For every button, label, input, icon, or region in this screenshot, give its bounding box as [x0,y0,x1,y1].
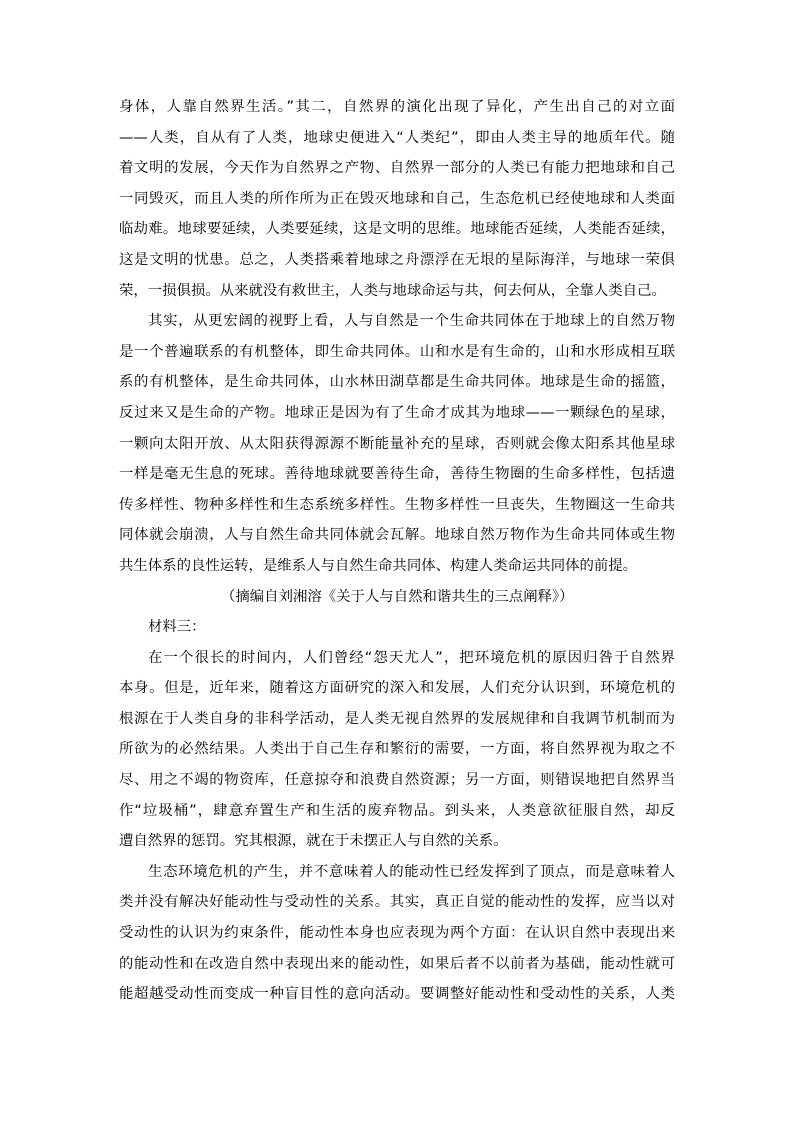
text-line: 能超越受动性而变成一种盲目性的意向活动。要调整好能动性和受动性的关系，人类 [119,986,675,1003]
text-line: 是一个普遍联系的有机整体，即生命共同体。山和水是有生命的，山和水形成相互联 [119,343,675,360]
text-line: 传多样性、物种多样性和生态系统多样性。生物多样性一旦丧失，生物圈这一生命共 [119,496,675,513]
text-line: 反过来又是生命的产物。地球正是因为有了生命才成其为地球——一颗绿色的星球， [119,404,675,421]
text-line: 尽、用之不竭的物资库，任意掠夺和浪费自然资源；另一方面，则错误地把自然界当 [119,772,675,789]
text-line: 根源在于人类自身的非科学活动，是人类无视自然界的发展规律和自我调节机制而为 [119,710,675,727]
text-line: 作“垃圾桶”，肆意弃置生产和生活的废弃物品。到头来，人类意欲征服自然，却反 [119,802,675,819]
text-line: 遭自然界的惩罚。究其根源，就在于未摆正人与自然的关系。 [119,833,508,850]
text-line: 着文明的发展，今天作为自然界之产物、自然界一部分的人类已有能力把地球和自己 [119,160,675,177]
text-line: 其实，从更宏阔的视野上看，人与自然是一个生命共同体在于地球上的自然万物 [148,313,675,330]
text-line: 身体，人靠自然界生活。”其二，自然界的演化出现了异化，产生出自己的对立面 [119,99,675,115]
text-line: ——人类，自从有了人类，地球史便进入“人类纪”，即由人类主导的地质年代。随 [119,129,675,146]
source-citation: （摘编自刘湘溶《关于人与自然和谐共生的三点阐释》） [221,588,574,605]
text-line: 同体就会崩溃，人与自然生命共同体就会瓦解。地球自然万物作为生命共同体或生物 [119,527,675,544]
text-line: 本身。但是，近年来，随着这方面研究的深入和发展，人们充分认识到，环境危机的 [119,680,675,697]
text-line: 一样是毫无生息的死球。善待地球就要善待生命，善待生物圈的生命多样性，包括遗 [119,466,675,483]
text-line: 一颗向太阳开放、从太阳获得源源不断能量补充的星球，否则就会像太阳系其他星球 [119,435,675,452]
text-line: 这是文明的忧患。总之，人类搭乘着地球之舟漂浮在无垠的星际海洋，与地球一荣俱 [119,251,675,268]
text-line: 的能动性和在改造自然中表现出来的能动性，如果后者不以前者为基础，能动性就可 [119,955,675,972]
paragraph-3 [119,643,675,857]
text-line: 所欲为的必然结果。人类出于自己生存和繁衍的需要，一方面，将自然界视为取之不 [119,741,675,758]
paragraph-1 [119,92,675,306]
material-label: 材料三： [148,619,206,636]
article-body [119,92,675,1010]
paragraph-2 [119,306,675,581]
text-line: 在一个很长的时间内，人们曾经“怨天尤人”，把环境危机的原因归咎于自然界 [148,649,675,666]
text-line: 临劫难。地球要延续，人类要延续，这是文明的思维。地球能否延续，人类能否延续， [119,221,675,238]
text-line: 生态环境危机的产生，并不意味着人的能动性已经发挥到了顶点，而是意味着人 [148,863,675,880]
text-line: 共生体系的良性运转，是维系人与自然生命共同体、构建人类命运共同体的前提。 [119,557,638,574]
text-line: 荣，一损俱损。从来就没有救世主，人类与地球命运与共，何去何从，全靠人类自己。 [119,282,666,299]
text-line: 一同毁灭，而且人类的所作所为正在毁灭地球和自己，生态危机已经使地球和人类面 [119,190,675,207]
paragraph-4 [119,857,675,1010]
text-line: 系的有机整体，是生命共同体，山水林田湖草都是生命共同体。地球是生命的摇篮， [119,374,675,391]
text-line: 受动性的认识为约束条件，能动性本身也应表现为两个方面：在认识自然中表现出来 [119,925,675,942]
text-line: 类并没有解决好能动性与受动性的关系。其实，真正自觉的能动性的发挥，应当以对 [119,894,675,911]
